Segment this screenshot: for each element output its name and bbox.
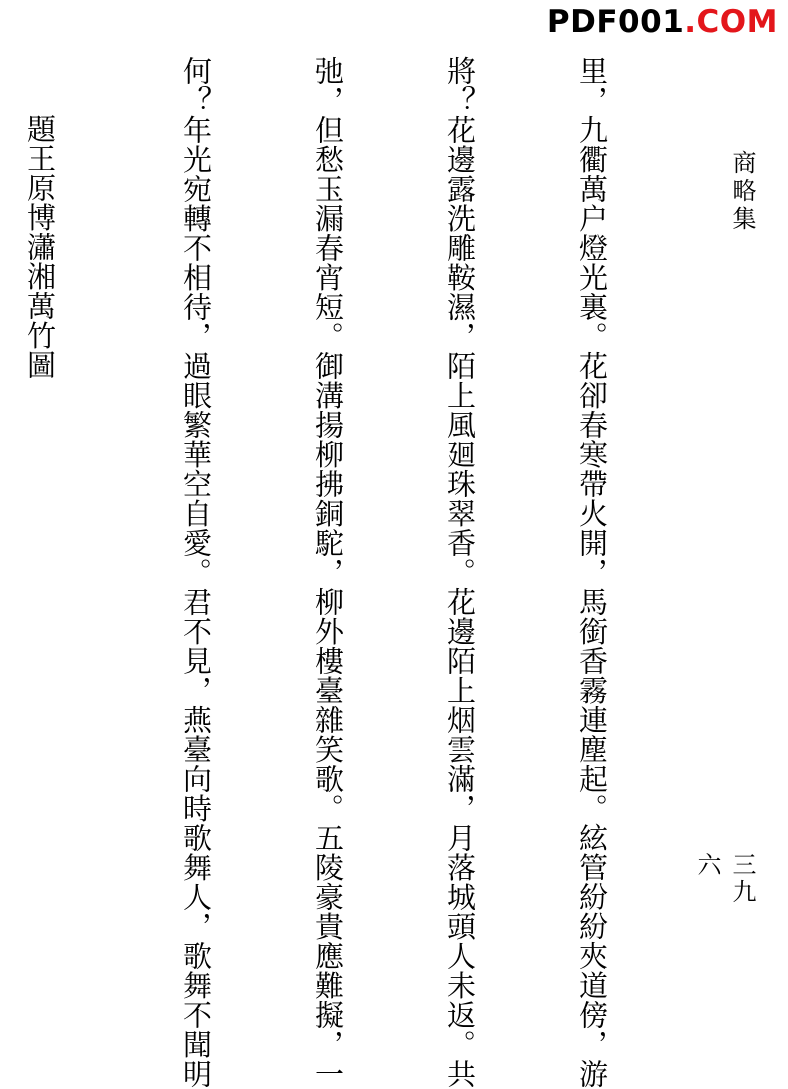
text-column: 弛，但愁玉漏春宵短。御溝揚柳拂銅駝，柳外樓臺雜笑歌。五陵豪貴應難擬，一	[311, 56, 345, 1089]
text-column: 何？年光宛轉不相待，過眼繁華空自愛。君不見，燕臺向時歌舞人，歌舞不聞明	[179, 56, 213, 1089]
site-watermark	[547, 4, 778, 40]
running-header: 商略集	[728, 150, 756, 234]
poem-title: 題王原博瀟湘萬竹圖	[23, 114, 57, 380]
text-column: 里，九衢萬户燈光裏。花卻春寒帶火開，馬銜香霧連塵起。絃管紛紛夾道傍，游	[575, 56, 609, 1089]
page-number: 三九六	[693, 852, 756, 906]
page-body	[0, 56, 702, 1089]
text-column: 將？花邊露洗雕鞍濕，陌上風廻珠翠香。花邊陌上烟雲滿，月落城頭人未返。共	[443, 56, 477, 1089]
watermark-domain: .COM	[684, 4, 778, 40]
watermark-brand: PDF001	[546, 4, 685, 40]
